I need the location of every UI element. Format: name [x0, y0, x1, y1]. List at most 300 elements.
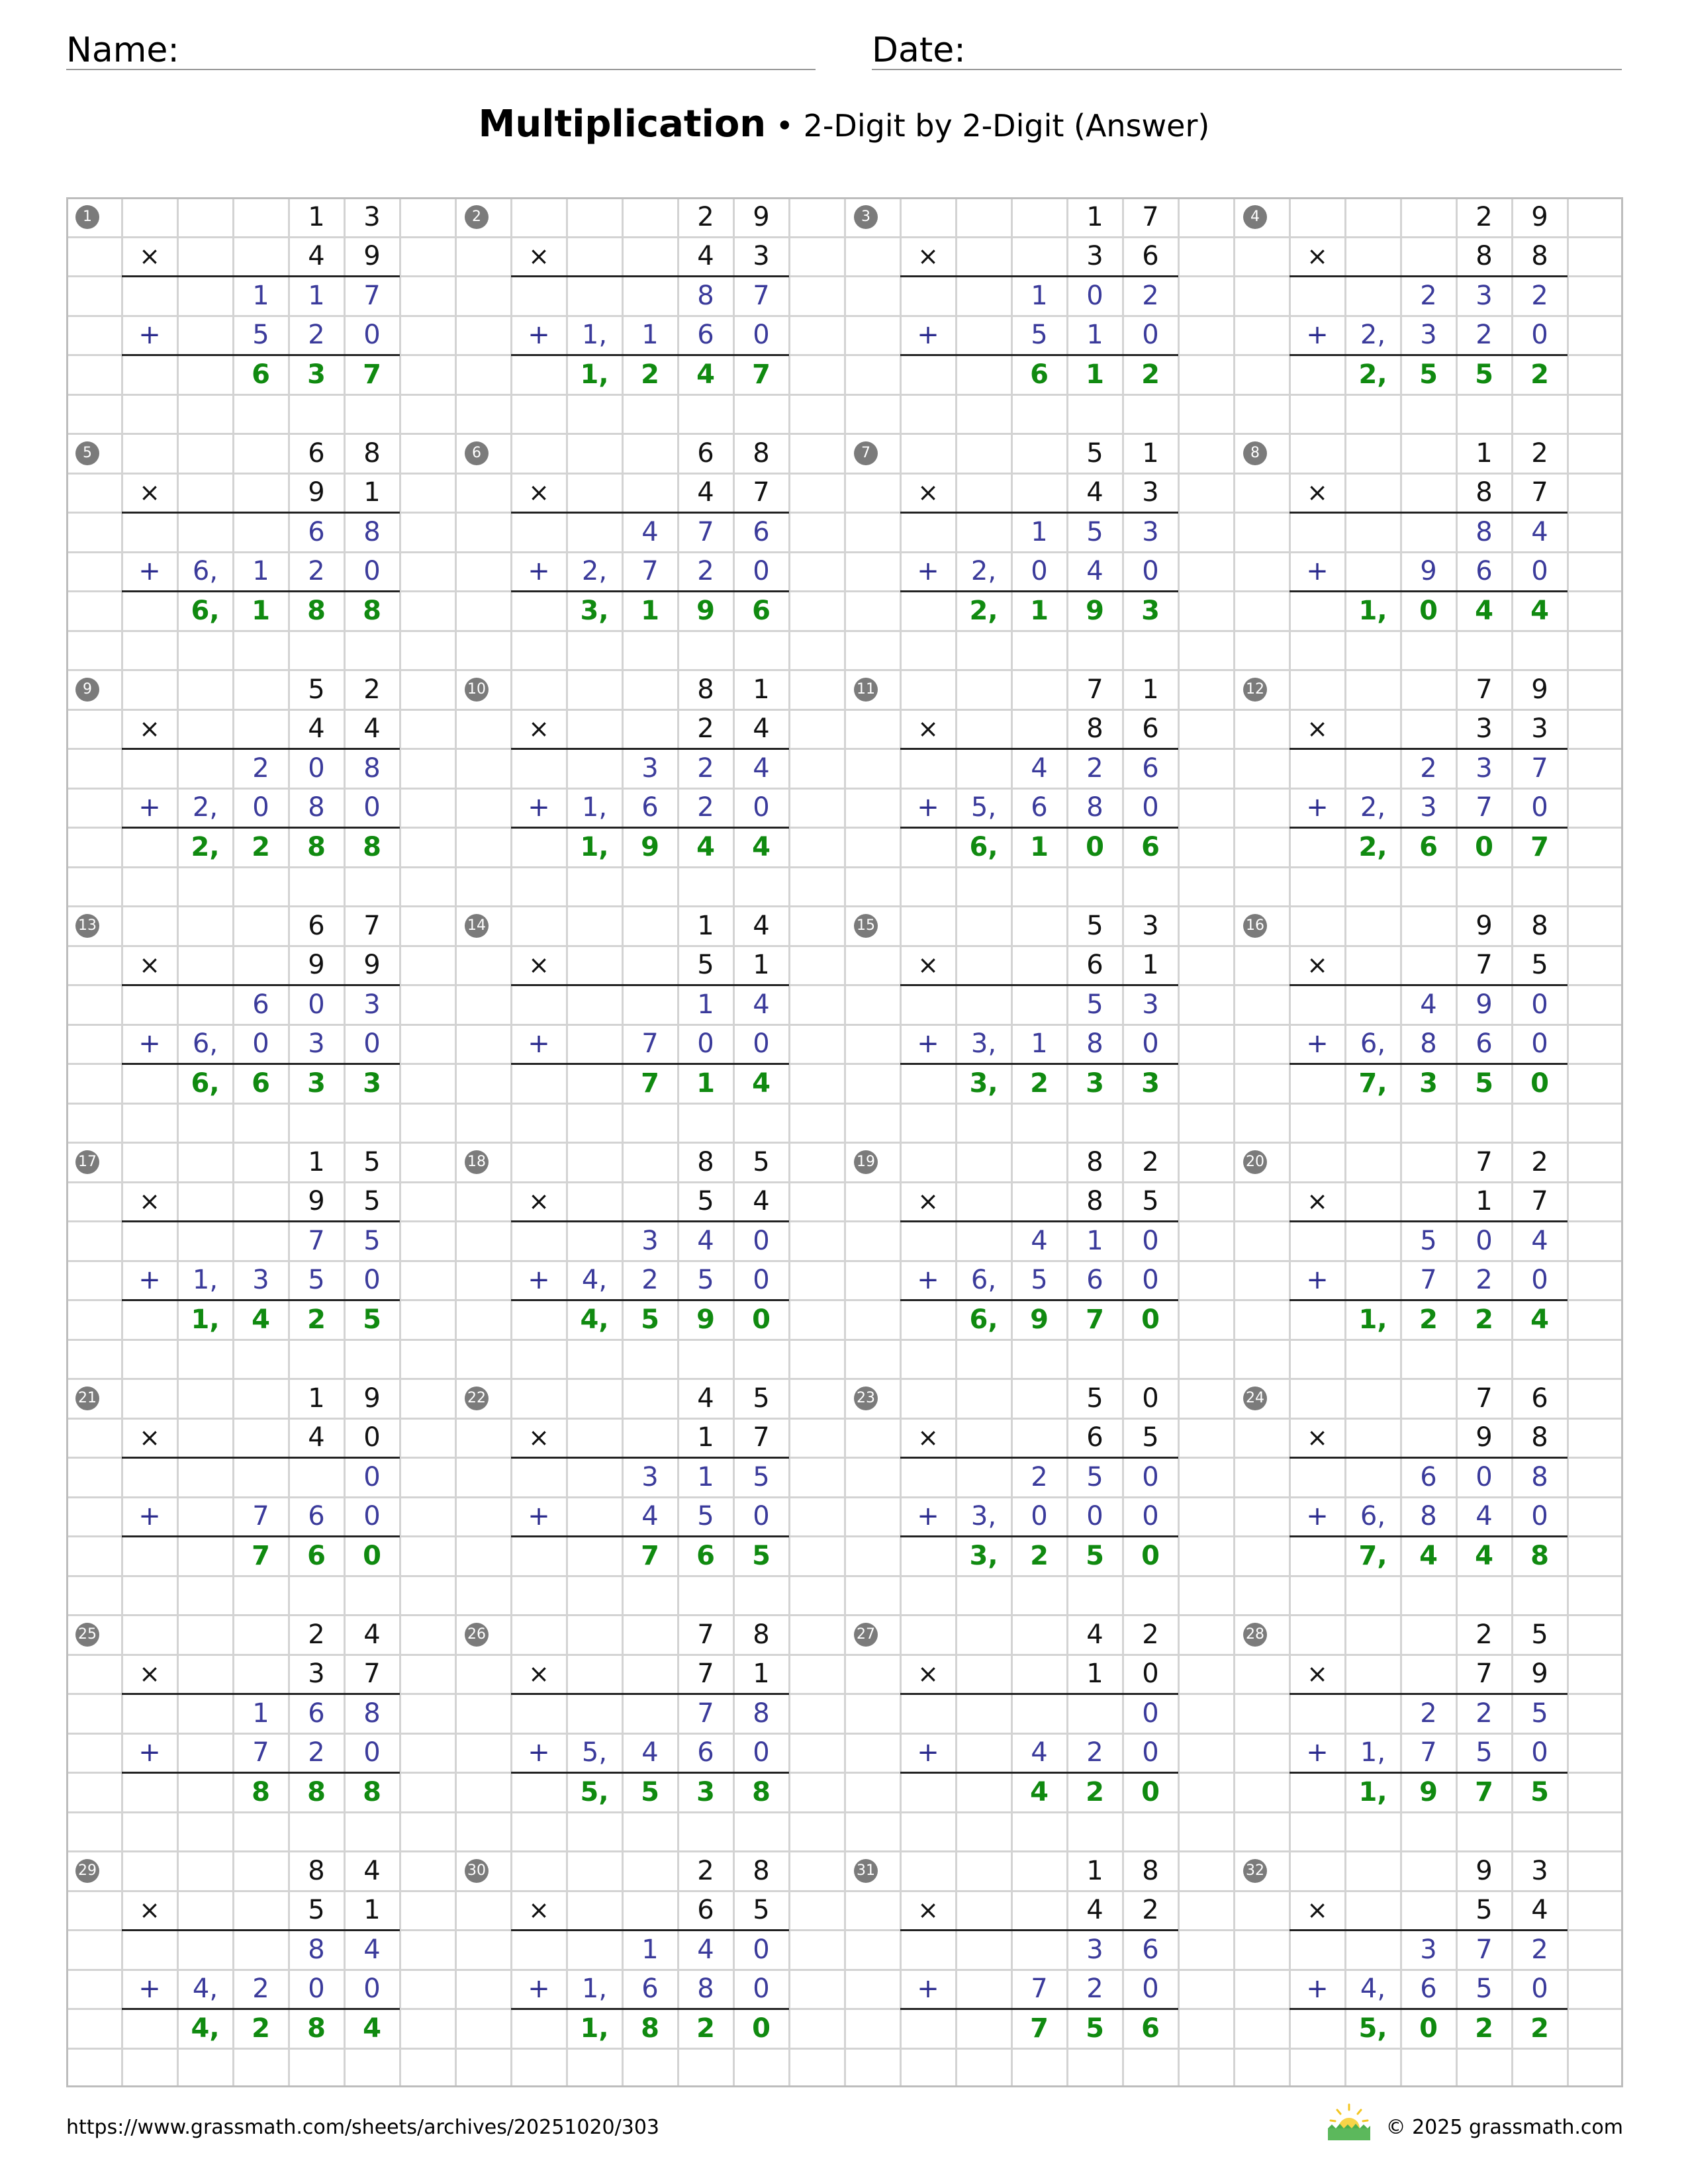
- partial-product-digit: 0: [1142, 1028, 1159, 1060]
- partial-product-digit: 0: [753, 1225, 770, 1256]
- partial-product-digit: 4: [697, 1934, 714, 1965]
- times-sign: ×: [139, 1187, 160, 1216]
- answer-digit: 3: [307, 359, 326, 390]
- partial-product-digit: 6,: [1360, 1501, 1386, 1532]
- multiplier-digit: 1: [1142, 950, 1159, 981]
- partial-product-digit: 4: [1531, 1225, 1548, 1256]
- answer-digit: 4: [1030, 1776, 1049, 1807]
- multiplicand-digit: 8: [753, 1619, 770, 1650]
- multiplier-digit: 4: [1531, 1895, 1548, 1926]
- answer-digit: 6: [1141, 831, 1160, 862]
- answer-digit: 6,: [191, 595, 220, 626]
- partial-product-digit: 6,: [1360, 1028, 1386, 1060]
- problem-card: [1234, 1851, 1623, 2087]
- problem-card: [455, 1142, 845, 1379]
- calculation-rule: [511, 1299, 789, 1301]
- calculation-rule: [900, 590, 1178, 592]
- partial-product-digit: 1: [308, 280, 325, 311]
- answer-digit: 5: [641, 1304, 659, 1335]
- multiplicand-digit: 2: [1142, 1146, 1159, 1177]
- partial-product-digit: 0: [1142, 1461, 1159, 1492]
- answer-digit: 3,: [969, 1068, 998, 1099]
- problem-number-badge: 31: [854, 1859, 878, 1883]
- partial-product-digit: 6: [1476, 1028, 1493, 1060]
- multiplicand-digit: 5: [753, 1383, 770, 1414]
- calculation-rule: [511, 1220, 789, 1222]
- multiplicand-digit: 1: [308, 1383, 325, 1414]
- times-sign: ×: [1307, 242, 1328, 271]
- partial-product-digit: 6: [1031, 792, 1048, 823]
- plus-sign: +: [1306, 320, 1329, 351]
- answer-digit: 2: [1030, 1068, 1049, 1099]
- answer-digit: 3: [1419, 1068, 1438, 1099]
- multiplier-digit: 0: [363, 1422, 381, 1453]
- partial-product-digit: 8: [1420, 1501, 1437, 1532]
- problem-card: [455, 1615, 845, 1851]
- partial-product-digit: 1: [641, 1934, 659, 1965]
- answer-digit: 2: [696, 2013, 715, 2044]
- answer-digit: 8: [363, 595, 381, 626]
- answer-digit: 2,: [1358, 359, 1387, 390]
- answer-digit: 4: [752, 1068, 771, 1099]
- calculation-rule: [1289, 1220, 1568, 1222]
- problem-card: [845, 1615, 1234, 1851]
- multiplier-digit: 9: [363, 241, 381, 272]
- partial-product-digit: 0: [252, 792, 269, 823]
- answer-digit: 7: [752, 359, 771, 390]
- date-field[interactable]: [872, 25, 1622, 70]
- problem-card: [455, 670, 845, 906]
- multiplicand-digit: 8: [697, 1146, 714, 1177]
- multiplier-digit: 8: [1086, 713, 1103, 745]
- problem-number-badge: 21: [75, 1387, 99, 1410]
- times-sign: ×: [917, 1895, 939, 1925]
- calculation-rule: [122, 275, 400, 277]
- multiplicand-digit: 1: [1142, 674, 1159, 705]
- partial-product-digit: 5: [1031, 320, 1048, 351]
- times-sign: ×: [1307, 1187, 1328, 1216]
- partial-product-digit: 2: [308, 1737, 325, 1768]
- multiplicand-digit: 6: [697, 437, 714, 469]
- problem-card: [845, 1379, 1234, 1615]
- problem-card: [1234, 906, 1623, 1142]
- calculation-rule: [1289, 1929, 1568, 1931]
- multiplier-digit: 8: [1086, 1186, 1103, 1217]
- answer-digit: 4: [752, 831, 771, 862]
- multiplicand-digit: 2: [1531, 1146, 1548, 1177]
- partial-product-digit: 1: [252, 556, 269, 587]
- plus-sign: +: [917, 792, 939, 823]
- times-sign: ×: [1307, 1659, 1328, 1689]
- partial-product-digit: 5: [1031, 1265, 1048, 1296]
- title-main: Multiplication: [478, 103, 767, 146]
- multiplicand-digit: 2: [697, 1855, 714, 1886]
- multiplicand-digit: 7: [1086, 674, 1103, 705]
- times-sign: ×: [528, 478, 549, 508]
- problem-number-badge: 1: [75, 205, 99, 229]
- answer-digit: 5: [752, 1540, 771, 1571]
- partial-product-digit: 5: [252, 320, 269, 351]
- multiplicand-digit: 5: [1086, 910, 1103, 941]
- multiplicand-digit: 1: [1476, 437, 1493, 469]
- partial-product-digit: 8: [1086, 792, 1103, 823]
- date-label: Date:: [872, 30, 966, 70]
- multiplier-digit: 4: [308, 713, 325, 745]
- multiplier-digit: 0: [1142, 1659, 1159, 1690]
- multiplicand-digit: 0: [1142, 1383, 1159, 1414]
- calculation-rule: [122, 1693, 400, 1695]
- calculation-rule: [900, 827, 1178, 829]
- partial-product-digit: 7: [363, 280, 381, 311]
- answer-digit: 2: [1086, 1776, 1104, 1807]
- plus-sign: +: [528, 556, 550, 587]
- problem-number-badge: 26: [465, 1623, 489, 1647]
- answer-digit: 9: [1086, 595, 1104, 626]
- partial-product-digit: 6: [697, 320, 714, 351]
- partial-product-digit: 0: [363, 320, 381, 351]
- calculation-rule: [1289, 748, 1568, 750]
- multiplicand-digit: 8: [753, 1855, 770, 1886]
- answer-digit: 6,: [191, 1068, 220, 1099]
- answer-digit: 7,: [1358, 1540, 1387, 1571]
- partial-product-digit: 2,: [1360, 792, 1386, 823]
- problem-number-badge: 25: [75, 1623, 99, 1647]
- multiplier-digit: 3: [753, 241, 770, 272]
- problem-number-badge: 23: [854, 1387, 878, 1410]
- plus-sign: +: [1306, 1737, 1329, 1768]
- answer-digit: 2: [252, 2013, 270, 2044]
- partial-product-digit: 5,: [581, 1737, 608, 1768]
- answer-digit: 0: [1141, 1304, 1160, 1335]
- multiplicand-digit: 8: [753, 437, 770, 469]
- answer-digit: 1,: [580, 2013, 609, 2044]
- answer-digit: 6: [307, 1540, 326, 1571]
- multiplier-digit: 9: [308, 477, 325, 508]
- partial-product-digit: 4: [1031, 1225, 1048, 1256]
- answer-digit: 5: [1475, 1068, 1493, 1099]
- answer-digit: 3: [696, 1776, 715, 1807]
- times-sign: ×: [528, 1187, 549, 1216]
- partial-product-digit: 0: [1531, 556, 1548, 587]
- partial-product-digit: 3: [1420, 320, 1437, 351]
- partial-product-digit: 2: [1420, 752, 1437, 784]
- multiplier-digit: 4: [308, 1422, 325, 1453]
- partial-product-digit: 9: [1420, 556, 1437, 587]
- answer-digit: 8: [307, 831, 326, 862]
- multiplier-digit: 5: [363, 1186, 381, 1217]
- answer-digit: 0: [1419, 595, 1438, 626]
- partial-product-digit: 1: [1086, 1225, 1103, 1256]
- answer-digit: 5: [1475, 359, 1493, 390]
- problem-card: [845, 1142, 1234, 1379]
- answer-digit: 0: [1086, 831, 1104, 862]
- multiplier-digit: 2: [697, 713, 714, 745]
- multiplier-digit: 8: [1531, 241, 1548, 272]
- multiplier-digit: 5: [753, 1895, 770, 1926]
- partial-product-digit: 2,: [1360, 320, 1386, 351]
- partial-product-digit: 3: [1420, 1934, 1437, 1965]
- answer-digit: 7: [1086, 1304, 1104, 1335]
- multiplier-digit: 5: [697, 1186, 714, 1217]
- answer-digit: 6: [252, 1068, 270, 1099]
- answer-digit: 7: [1530, 831, 1549, 862]
- partial-product-digit: 7: [1420, 1737, 1437, 1768]
- partial-product-digit: 1: [252, 280, 269, 311]
- answer-digit: 3: [363, 1068, 381, 1099]
- multiplicand-digit: 2: [363, 674, 381, 705]
- multiplier-digit: 3: [1531, 713, 1548, 745]
- problem-card: [66, 1142, 455, 1379]
- multiplicand-digit: 4: [363, 1619, 381, 1650]
- name-field[interactable]: [66, 25, 816, 70]
- calculation-rule: [900, 1299, 1178, 1301]
- answer-digit: 4: [1530, 595, 1549, 626]
- answer-digit: 4,: [191, 2013, 220, 2044]
- calculation-rule: [1289, 1772, 1568, 1774]
- partial-product-digit: 7: [753, 280, 770, 311]
- answer-digit: 1: [1030, 831, 1049, 862]
- problem-card: [845, 1851, 1234, 2087]
- multiplicand-digit: 9: [1476, 1855, 1493, 1886]
- multiplicand-digit: 3: [1142, 910, 1159, 941]
- partial-product-digit: 2: [697, 752, 714, 784]
- answer-digit: 6: [1419, 831, 1438, 862]
- answer-digit: 0: [1475, 831, 1493, 862]
- partial-product-digit: 0: [1031, 556, 1048, 587]
- answer-digit: 8: [307, 595, 326, 626]
- multiplier-digit: 8: [1476, 241, 1493, 272]
- answer-digit: 1,: [1358, 1776, 1387, 1807]
- answer-digit: 0: [1141, 1776, 1160, 1807]
- multiplier-digit: 4: [363, 713, 381, 745]
- partial-product-digit: 0: [1476, 1225, 1493, 1256]
- answer-digit: 6: [1141, 2013, 1160, 2044]
- multiplier-digit: 3: [308, 1659, 325, 1690]
- partial-product-digit: 3: [641, 1461, 659, 1492]
- partial-product-digit: 8: [697, 280, 714, 311]
- answer-digit: 9: [1419, 1776, 1438, 1807]
- answer-digit: 1,: [580, 831, 609, 862]
- calculation-rule: [122, 590, 400, 592]
- problem-number-badge: 20: [1243, 1150, 1267, 1174]
- calculation-rule: [1289, 1063, 1568, 1065]
- answer-digit: 7: [641, 1540, 659, 1571]
- partial-product-digit: 2: [1476, 320, 1493, 351]
- multiplicand-digit: 4: [1086, 1619, 1103, 1650]
- partial-product-digit: 6: [1420, 1974, 1437, 2005]
- plus-sign: +: [528, 320, 550, 351]
- times-sign: ×: [917, 478, 939, 508]
- multiplicand-digit: 9: [1531, 674, 1548, 705]
- multiplicand-digit: 8: [308, 1855, 325, 1886]
- calculation-rule: [900, 275, 1178, 277]
- multiplicand-digit: 8: [363, 437, 381, 469]
- partial-product-digit: 7: [1476, 1934, 1493, 1965]
- partial-product-digit: 1: [1031, 280, 1048, 311]
- partial-product-digit: 5: [308, 1265, 325, 1296]
- multiplier-digit: 7: [1531, 1186, 1548, 1217]
- partial-product-digit: 4: [1476, 1501, 1493, 1532]
- answer-digit: 1: [1030, 595, 1049, 626]
- answer-digit: 5: [641, 1776, 659, 1807]
- answer-digit: 8: [363, 831, 381, 862]
- calculation-rule: [900, 354, 1178, 356]
- multiplier-digit: 1: [363, 1895, 381, 1926]
- partial-product-digit: 0: [753, 556, 770, 587]
- answer-digit: 3,: [969, 1540, 998, 1571]
- times-sign: ×: [917, 1659, 939, 1689]
- answer-digit: 8: [307, 1776, 326, 1807]
- calculation-rule: [122, 512, 400, 514]
- partial-product-digit: 8: [1531, 1461, 1548, 1492]
- problem-number-badge: 5: [75, 441, 99, 465]
- calculation-rule: [511, 984, 789, 986]
- calculation-rule: [1289, 354, 1568, 356]
- multiplicand-digit: 5: [363, 1146, 381, 1177]
- calculation-rule: [122, 1929, 400, 1931]
- footer-url[interactable]: https://www.grassmath.com/sheets/archives/20251020/303: [66, 2116, 660, 2139]
- calculation-rule: [511, 827, 789, 829]
- answer-digit: 9: [1030, 1304, 1049, 1335]
- partial-product-digit: 6,: [970, 1265, 997, 1296]
- partial-product-digit: 4: [641, 516, 659, 547]
- answer-digit: 1,: [191, 1304, 220, 1335]
- partial-product-digit: 3: [363, 989, 381, 1020]
- answer-digit: 9: [696, 1304, 715, 1335]
- multiplicand-digit: 6: [308, 437, 325, 469]
- plus-sign: +: [138, 1501, 161, 1532]
- plus-sign: +: [528, 792, 550, 823]
- calculation-rule: [1289, 590, 1568, 592]
- multiplier-digit: 9: [363, 950, 381, 981]
- problem-card: [845, 197, 1234, 433]
- answer-digit: 1: [1086, 359, 1104, 390]
- answer-digit: 1,: [1358, 1304, 1387, 1335]
- partial-product-digit: 2,: [581, 556, 608, 587]
- answer-digit: 3,: [580, 595, 609, 626]
- answer-digit: 2,: [191, 831, 220, 862]
- times-sign: ×: [1307, 1423, 1328, 1453]
- partial-product-digit: 0: [363, 792, 381, 823]
- partial-product-digit: 5: [1086, 516, 1103, 547]
- partial-product-digit: 8: [1086, 1028, 1103, 1060]
- partial-product-digit: 2: [308, 556, 325, 587]
- multiplier-digit: 4: [697, 477, 714, 508]
- multiplicand-digit: 3: [1531, 1855, 1548, 1886]
- answer-digit: 4: [696, 831, 715, 862]
- partial-product-digit: 0: [363, 1265, 381, 1296]
- answer-digit: 7: [252, 1540, 270, 1571]
- multiplier-digit: 3: [1142, 477, 1159, 508]
- partial-product-digit: 6: [252, 989, 269, 1020]
- partial-product-digit: 8: [1420, 1028, 1437, 1060]
- answer-digit: 8: [752, 1776, 771, 1807]
- partial-product-digit: 1: [641, 320, 659, 351]
- calculation-rule: [122, 748, 400, 750]
- problem-card: [1234, 433, 1623, 670]
- partial-product-digit: 0: [1531, 1501, 1548, 1532]
- problem-number-badge: 17: [75, 1150, 99, 1174]
- multiplicand-digit: 1: [1086, 1855, 1103, 1886]
- calculation-rule: [900, 2008, 1178, 2010]
- problem-number-badge: 10: [465, 678, 489, 702]
- partial-product-digit: 1: [697, 1461, 714, 1492]
- partial-product-digit: 6: [1142, 752, 1159, 784]
- answer-digit: 2: [1475, 1304, 1493, 1335]
- problem-card: [66, 906, 455, 1142]
- partial-product-digit: 4: [1086, 556, 1103, 587]
- answer-digit: 2: [641, 359, 659, 390]
- partial-product-digit: 0: [753, 1974, 770, 2005]
- partial-product-digit: 4: [641, 1501, 659, 1532]
- multiplicand-digit: 3: [363, 201, 381, 232]
- partial-product-digit: 4: [697, 1225, 714, 1256]
- multiplier-digit: 9: [308, 1186, 325, 1217]
- calculation-rule: [1289, 1457, 1568, 1459]
- multiplicand-digit: 5: [1531, 1619, 1548, 1650]
- calculation-rule: [1289, 512, 1568, 514]
- partial-product-digit: 7: [641, 556, 659, 587]
- partial-product-digit: 3: [641, 752, 659, 784]
- plus-sign: +: [917, 1501, 939, 1532]
- partial-product-digit: 1: [1031, 1028, 1048, 1060]
- partial-product-digit: 0: [1531, 1028, 1548, 1060]
- multiplicand-digit: 2: [308, 1619, 325, 1650]
- multiplicand-digit: 9: [1531, 201, 1548, 232]
- plus-sign: +: [138, 320, 161, 351]
- answer-digit: 4: [363, 2013, 381, 2044]
- answer-digit: 6,: [969, 831, 998, 862]
- partial-product-digit: 6: [308, 516, 325, 547]
- partial-product-digit: 2: [252, 1974, 269, 2005]
- multiplier-digit: 6: [1086, 950, 1103, 981]
- partial-product-digit: 3,: [970, 1028, 997, 1060]
- partial-product-digit: 2: [1476, 1265, 1493, 1296]
- partial-product-digit: 0: [1031, 1501, 1048, 1532]
- answer-digit: 1: [641, 595, 659, 626]
- calculation-rule: [122, 827, 400, 829]
- calculation-rule: [900, 984, 1178, 986]
- partial-product-digit: 1,: [1360, 1737, 1386, 1768]
- partial-product-digit: 7: [1420, 1265, 1437, 1296]
- answer-digit: 8: [252, 1776, 270, 1807]
- partial-product-digit: 0: [1086, 280, 1103, 311]
- partial-product-digit: 0: [697, 1028, 714, 1060]
- partial-product-digit: 5: [1531, 1698, 1548, 1729]
- multiplier-digit: 9: [308, 950, 325, 981]
- times-sign: ×: [917, 1187, 939, 1216]
- calculation-rule: [1289, 827, 1568, 829]
- problem-card: [845, 433, 1234, 670]
- multiplicand-digit: 1: [753, 674, 770, 705]
- problem-card: [66, 1851, 455, 2087]
- multiplier-digit: 4: [753, 713, 770, 745]
- partial-product-digit: 5: [753, 1461, 770, 1492]
- multiplier-digit: 1: [697, 1422, 714, 1453]
- partial-product-digit: 2: [1086, 752, 1103, 784]
- plus-sign: +: [1306, 556, 1329, 587]
- partial-product-digit: 0: [1476, 1461, 1493, 1492]
- calculation-rule: [511, 275, 789, 277]
- partial-product-digit: 0: [753, 1934, 770, 1965]
- plus-sign: +: [1306, 1974, 1329, 2005]
- multiplicand-digit: 6: [308, 910, 325, 941]
- partial-product-digit: 3: [1142, 516, 1159, 547]
- problem-card: [455, 197, 845, 433]
- problem-card: [845, 670, 1234, 906]
- multiplier-digit: 3: [1476, 713, 1493, 745]
- calculation-rule: [1289, 275, 1568, 277]
